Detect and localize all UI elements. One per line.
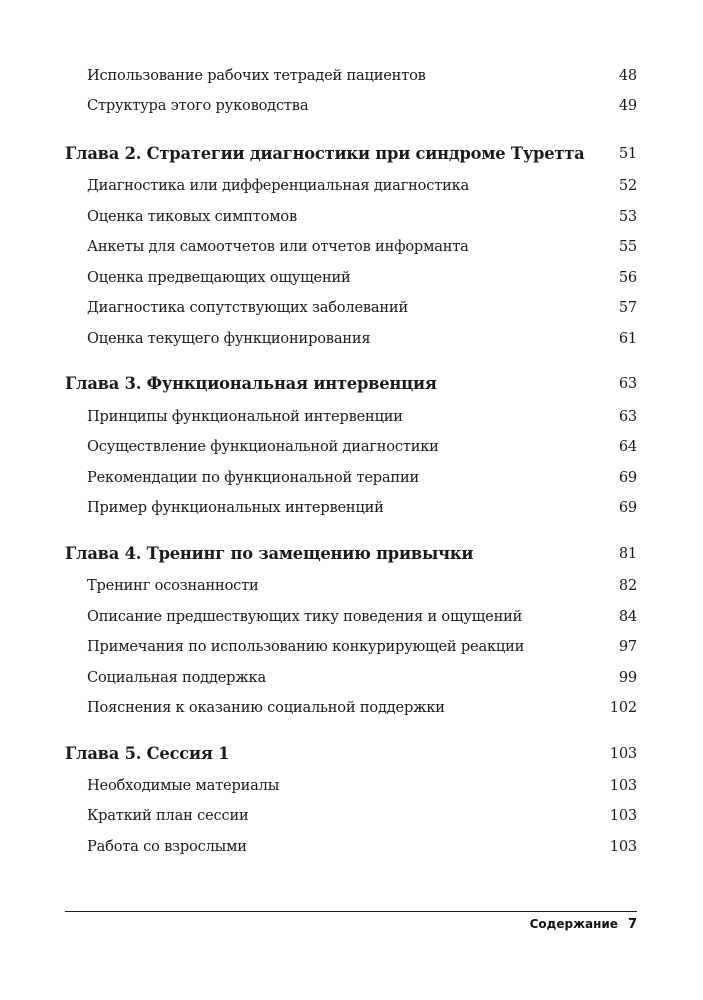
toc-entry-title: Диагностика сопутствующих заболеваний	[87, 299, 408, 317]
toc-entry-page: 103	[609, 838, 637, 856]
toc-entry-title: Описание предшествующих тику поведения и ощущений	[87, 607, 523, 625]
toc-entry-title: Рекомендации по функциональной терапии	[87, 468, 420, 486]
toc-entry-page: 97	[618, 638, 637, 656]
toc-entry-page: 69	[618, 468, 637, 486]
chapter-page: 81	[618, 544, 637, 562]
toc-entry-page: 56	[618, 268, 637, 286]
toc-entry	[65, 231, 637, 262]
toc-entry-page: 103	[609, 776, 637, 794]
toc-entry-page: 102	[609, 699, 637, 717]
chapter-title: Глава 2. Стратегии диагностики при синдроме Туретта	[65, 143, 585, 163]
chapter-heading	[65, 136, 637, 170]
toc-entry-title: Социальная поддержка	[87, 668, 266, 686]
toc-entry	[65, 570, 637, 601]
toc-entry-title: Необходимые материалы	[87, 776, 280, 794]
toc-entry-page: 61	[618, 329, 637, 347]
toc-entry	[65, 91, 637, 122]
toc-entry-page: 103	[609, 807, 637, 825]
toc-entry	[65, 801, 637, 832]
toc-entry-page: 63	[618, 407, 637, 425]
toc-entry	[65, 293, 637, 324]
toc-entry-title: Краткий план сессии	[87, 807, 249, 825]
toc-entry-page: 57	[618, 299, 637, 317]
toc-entry-page: 64	[618, 438, 637, 456]
running-title: Содержание	[529, 917, 618, 931]
toc-entry	[65, 60, 637, 91]
toc-entry	[65, 462, 637, 493]
toc-entry-title: Оценка текущего функционирования	[87, 329, 371, 347]
toc-entry	[65, 431, 637, 462]
toc-entry	[65, 631, 637, 662]
toc-entry-title: Оценка предвещающих ощущений	[87, 268, 351, 286]
toc-entry-title: Оценка тиковых симптомов	[87, 207, 297, 225]
toc-entry-title: Осуществление функциональной диагностики	[87, 438, 439, 456]
page-number: 7	[627, 917, 637, 932]
toc-entry	[65, 831, 637, 862]
toc-entry-title: Принципы функциональной интервенции	[87, 407, 403, 425]
toc-entry	[65, 170, 637, 201]
toc-entry	[65, 401, 637, 432]
chapter-heading	[65, 536, 637, 570]
toc-entry-title: Тренинг осознанности	[87, 576, 259, 594]
toc-entry-page: 84	[618, 607, 637, 625]
toc-entry-title: Пояснения к оказанию социальной поддержки	[87, 699, 445, 717]
chapter-title: Глава 4. Тренинг по замещению привычки	[65, 543, 474, 563]
toc-entry-title: Работа со взрослыми	[87, 838, 247, 856]
chapter-title: Глава 3. Функциональная интервенция	[65, 374, 437, 394]
toc-entry-page: 69	[618, 499, 637, 517]
toc-entry	[65, 493, 637, 524]
footer-rule	[65, 911, 637, 912]
chapter-page: 103	[609, 744, 637, 762]
toc-entry-title: Анкеты для самоотчетов или отчетов информанта	[87, 238, 469, 256]
toc-entry	[65, 262, 637, 293]
chapter-page: 51	[618, 144, 637, 162]
toc-entry	[65, 770, 637, 801]
chapter-heading	[65, 736, 637, 770]
toc-entry-page: 48	[618, 66, 637, 84]
toc-entry	[65, 201, 637, 232]
chapter-page: 63	[618, 375, 637, 393]
page-footer	[530, 917, 637, 932]
toc-entry-title: Структура этого руководства	[87, 97, 309, 115]
toc-entry	[65, 601, 637, 632]
toc-entry-title: Примечания по использованию конкурирующей реакции	[87, 638, 525, 656]
toc-entry-page: 55	[618, 238, 637, 256]
chapter-title: Глава 5. Сессия 1	[65, 743, 230, 763]
toc-entry	[65, 662, 637, 693]
toc-entry-page: 52	[618, 176, 637, 194]
toc-entry	[65, 323, 637, 354]
chapter-heading	[65, 367, 637, 401]
toc-entry-title: Диагностика или дифференциальная диагностика	[87, 176, 470, 194]
toc-entry	[65, 693, 637, 724]
toc-entry-page: 82	[618, 576, 637, 594]
toc-entry-page: 99	[618, 668, 637, 686]
toc-entry-title: Использование рабочих тетрадей пациентов	[87, 66, 426, 84]
toc-entry-page: 53	[618, 207, 637, 225]
toc-entry-title: Пример функциональных интервенций	[87, 499, 384, 517]
toc-entry-page: 49	[618, 97, 637, 115]
table-of-contents	[65, 60, 637, 862]
